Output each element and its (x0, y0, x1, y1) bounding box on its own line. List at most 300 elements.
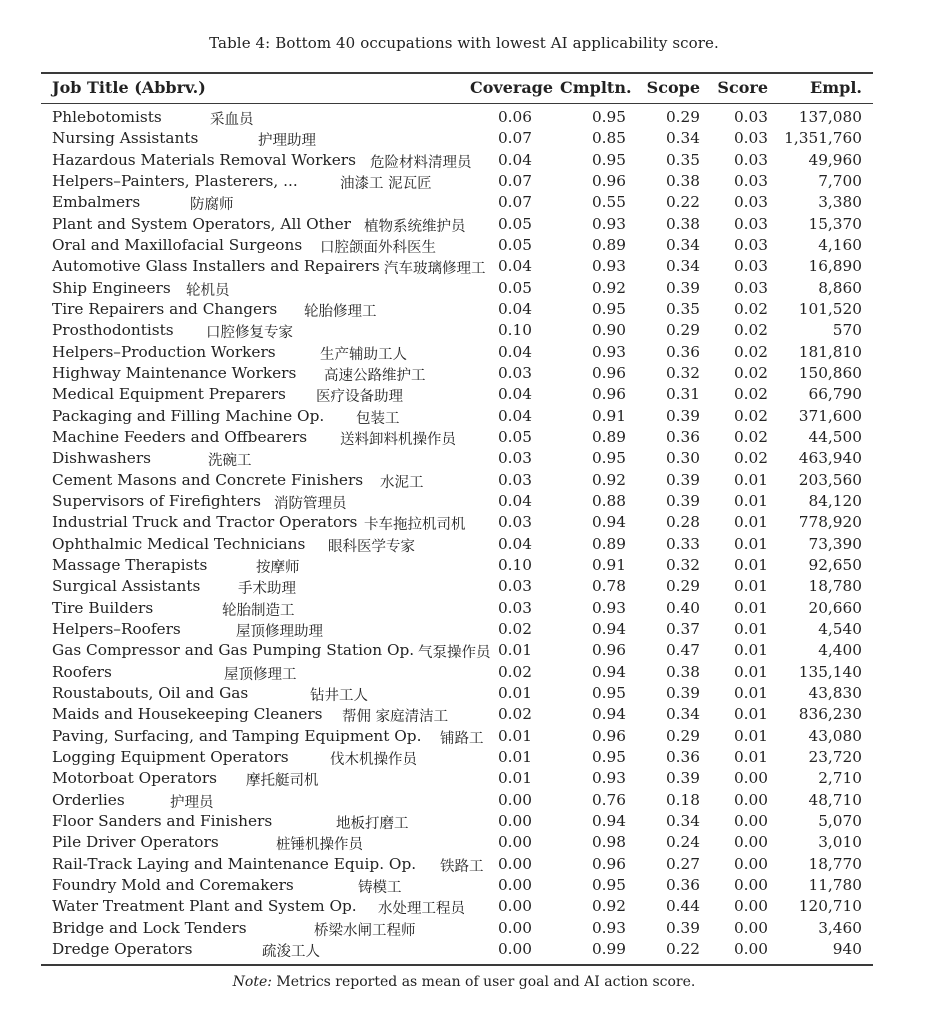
empl-value: 18,780 (808, 577, 862, 596)
score-value: 0.01 (733, 747, 768, 766)
table-row (0, 748, 928, 769)
score-value: 0.00 (733, 939, 768, 958)
job-title: Automotive Glass Installers and Repairers (52, 257, 380, 276)
empl-value: 4,400 (818, 641, 862, 660)
cmpltn-value: 0.95 (591, 875, 626, 894)
job-title-chinese: 口腔修复专家 (206, 325, 293, 342)
score-value: 0.00 (733, 854, 768, 873)
score-value: 0.01 (733, 491, 768, 510)
empl-value: 778,920 (798, 513, 862, 532)
table-header-rule (41, 103, 873, 104)
job-title-chinese: 水处理工程员 (378, 901, 465, 918)
score-value: 0.01 (733, 619, 768, 638)
table-row (0, 535, 928, 556)
job-title-chinese: 医疗设备助理 (316, 389, 403, 406)
cmpltn-value: 0.89 (591, 235, 626, 254)
scope-value: 0.31 (665, 385, 700, 404)
score-value: 0.00 (733, 833, 768, 852)
empl-value: 15,370 (808, 214, 862, 233)
table-row (0, 769, 928, 790)
score-value: 0.01 (733, 555, 768, 574)
score-value: 0.03 (733, 150, 768, 169)
scope-value: 0.34 (665, 235, 700, 254)
table-note (0, 974, 928, 990)
empl-value: 73,390 (808, 534, 862, 553)
empl-value: 11,780 (808, 875, 862, 894)
job-title: Maids and Housekeeping Cleaners (52, 705, 323, 724)
table-row (0, 855, 928, 876)
job-title: Ship Engineers (52, 278, 171, 297)
cmpltn-value: 0.85 (591, 129, 626, 148)
coverage-value: 0.00 (497, 790, 532, 809)
job-title-chinese: 送料卸料机操作员 (340, 431, 456, 448)
job-title-chinese: 屋顶修理助理 (236, 623, 323, 640)
scope-value: 0.33 (665, 534, 700, 553)
job-title: Motorboat Operators (52, 769, 218, 788)
job-title: Supervisors of Firefighters (52, 491, 261, 510)
cmpltn-value: 0.95 (591, 299, 626, 318)
cmpltn-value: 0.94 (591, 513, 626, 532)
coverage-value: 0.04 (497, 491, 532, 510)
job-title: Industrial Truck and Tractor Operators (52, 513, 358, 532)
coverage-value: 0.02 (497, 662, 532, 681)
coverage-value: 0.03 (497, 449, 532, 468)
score-value: 0.03 (733, 193, 768, 212)
coverage-value: 0.04 (497, 534, 532, 553)
score-value: 0.02 (733, 363, 768, 382)
coverage-value: 0.01 (497, 641, 532, 660)
empl-value: 150,860 (798, 363, 862, 382)
empl-value: 181,810 (798, 342, 862, 361)
coverage-value: 0.02 (497, 705, 532, 724)
scope-value: 0.34 (665, 257, 700, 276)
job-title-chinese: 伐木机操作员 (330, 751, 417, 768)
coverage-value: 0.04 (497, 150, 532, 169)
table-row (0, 151, 928, 172)
scope-value: 0.36 (665, 427, 700, 446)
empl-value: 18,770 (808, 854, 862, 873)
empl-value: 5,070 (818, 811, 862, 830)
empl-value: 16,890 (808, 257, 862, 276)
coverage-value: 0.00 (497, 811, 532, 830)
scope-value: 0.29 (665, 726, 700, 745)
job-title: Medical Equipment Preparers (52, 385, 286, 404)
cmpltn-value: 0.93 (591, 769, 626, 788)
table-row (0, 129, 928, 150)
scope-value: 0.32 (665, 555, 700, 574)
cmpltn-value: 0.96 (591, 171, 626, 190)
coverage-value: 0.05 (497, 427, 532, 446)
table-top-rule (41, 72, 873, 74)
job-title: Orderlies (52, 790, 125, 809)
job-title: Cement Masons and Concrete Finishers (52, 470, 364, 489)
job-title-chinese: 帮佣 家庭清洁工 (342, 709, 449, 726)
empl-value: 23,720 (808, 747, 862, 766)
coverage-value: 0.01 (497, 747, 532, 766)
cmpltn-value: 0.93 (591, 598, 626, 617)
score-value: 0.02 (733, 299, 768, 318)
cmpltn-value: 0.95 (591, 683, 626, 702)
scope-value: 0.29 (665, 321, 700, 340)
job-title-chinese: 护理员 (170, 794, 214, 811)
job-title-chinese: 轮胎修理工 (304, 303, 377, 320)
job-title: Water Treatment Plant and System Op. (52, 897, 357, 916)
score-value: 0.03 (733, 214, 768, 233)
score-value: 0.01 (733, 598, 768, 617)
job-title: Foundry Mold and Coremakers (52, 875, 294, 894)
score-value: 0.03 (733, 129, 768, 148)
score-value: 0.01 (733, 683, 768, 702)
job-title-chinese: 气泵操作员 (418, 645, 491, 662)
cmpltn-value: 0.99 (591, 939, 626, 958)
coverage-value: 0.07 (497, 129, 532, 148)
score-value: 0.00 (733, 875, 768, 894)
cmpltn-value: 0.93 (591, 342, 626, 361)
empl-value: 940 (832, 939, 862, 958)
coverage-value: 0.05 (497, 278, 532, 297)
table-row (0, 556, 928, 577)
cmpltn-value: 0.93 (591, 214, 626, 233)
job-title: Gas Compressor and Gas Pumping Station Op. (52, 641, 415, 660)
empl-value: 3,010 (818, 833, 862, 852)
score-value: 0.03 (733, 235, 768, 254)
score-value: 0.03 (733, 108, 768, 126)
coverage-value: 0.07 (497, 193, 532, 212)
empl-value: 3,380 (818, 193, 862, 212)
cmpltn-value: 0.96 (591, 385, 626, 404)
job-title: Plant and System Operators, All Other (52, 214, 351, 233)
job-title-chinese: 洗碗工 (208, 453, 252, 470)
job-title: Oral and Maxillofacial Surgeons (52, 235, 303, 254)
table-bottom-rule (41, 964, 873, 966)
scope-value: 0.24 (665, 833, 700, 852)
scope-value: 0.37 (665, 619, 700, 638)
scope-value: 0.39 (665, 278, 700, 297)
scope-value: 0.39 (665, 491, 700, 510)
empl-value: 836,230 (798, 705, 862, 724)
coverage-value: 0.06 (497, 108, 532, 126)
table-row (0, 321, 928, 342)
cmpltn-value: 0.95 (591, 449, 626, 468)
score-value: 0.00 (733, 918, 768, 937)
header-score: Score (717, 78, 768, 97)
empl-value: 8,860 (818, 278, 862, 297)
scope-value: 0.38 (665, 171, 700, 190)
cmpltn-value: 0.92 (591, 470, 626, 489)
job-title-chinese: 按摩师 (256, 559, 300, 576)
cmpltn-value: 0.95 (591, 108, 626, 126)
job-title-chinese: 采血员 (210, 112, 254, 128)
job-title-chinese: 水泥工 (380, 474, 424, 491)
scope-value: 0.28 (665, 513, 700, 532)
empl-value: 570 (832, 321, 862, 340)
empl-value: 463,940 (798, 449, 862, 468)
scope-value: 0.29 (665, 108, 700, 126)
job-title: Paving, Surfacing, and Tamping Equipment Op. (52, 726, 422, 745)
empl-value: 20,660 (808, 598, 862, 617)
cmpltn-value: 0.92 (591, 278, 626, 297)
job-title: Rail-Track Laying and Maintenance Equip. Op. (52, 854, 417, 873)
scope-value: 0.27 (665, 854, 700, 873)
table-row (0, 215, 928, 236)
table-row (0, 919, 928, 940)
scope-value: 0.34 (665, 129, 700, 148)
scope-value: 0.34 (665, 811, 700, 830)
job-title-chinese: 摩托艇司机 (246, 773, 319, 790)
job-title-chinese: 轮机员 (186, 282, 230, 299)
score-value: 0.02 (733, 406, 768, 425)
score-value: 0.01 (733, 513, 768, 532)
table-row (0, 108, 928, 129)
coverage-value: 0.03 (497, 577, 532, 596)
score-value: 0.02 (733, 427, 768, 446)
score-value: 0.02 (733, 449, 768, 468)
job-title: Prosthodontists (52, 321, 174, 340)
table-row (0, 876, 928, 897)
job-title-chinese: 危险材料清理员 (370, 154, 472, 171)
coverage-value: 0.00 (497, 918, 532, 937)
scope-value: 0.39 (665, 683, 700, 702)
cmpltn-value: 0.78 (591, 577, 626, 596)
scope-value: 0.36 (665, 342, 700, 361)
coverage-value: 0.03 (497, 470, 532, 489)
job-title-chinese: 护理助理 (258, 133, 316, 150)
score-value: 0.02 (733, 385, 768, 404)
empl-value: 2,710 (818, 769, 862, 788)
job-title: Hazardous Materials Removal Workers (52, 150, 356, 169)
note-text: Metrics reported as mean of user goal and AI action score. (271, 974, 696, 990)
job-title: Nursing Assistants (52, 129, 199, 148)
job-title-chinese: 铸模工 (358, 879, 402, 896)
coverage-value: 0.03 (497, 598, 532, 617)
note-label: Note: (232, 974, 272, 990)
header-coverage: Coverage (470, 78, 554, 97)
scope-value: 0.35 (665, 150, 700, 169)
job-title: Highway Maintenance Workers (52, 363, 297, 382)
job-title-chinese: 钻井工人 (310, 687, 368, 704)
coverage-value: 0.07 (497, 171, 532, 190)
cmpltn-value: 0.90 (591, 321, 626, 340)
cmpltn-value: 0.94 (591, 811, 626, 830)
coverage-value: 0.00 (497, 854, 532, 873)
coverage-value: 0.00 (497, 939, 532, 958)
job-title-chinese: 屋顶修理工 (224, 666, 297, 683)
table-row (0, 236, 928, 257)
coverage-value: 0.04 (497, 385, 532, 404)
scope-value: 0.38 (665, 662, 700, 681)
job-title: Embalmers (52, 193, 141, 212)
table-row (0, 343, 928, 364)
coverage-value: 0.04 (497, 406, 532, 425)
coverage-value: 0.04 (497, 257, 532, 276)
coverage-value: 0.10 (497, 321, 532, 340)
coverage-value: 0.02 (497, 619, 532, 638)
cmpltn-value: 0.91 (591, 406, 626, 425)
job-title: Helpers–Roofers (52, 619, 181, 638)
job-title-chinese: 眼科医学专家 (328, 538, 415, 555)
cmpltn-value: 0.98 (591, 833, 626, 852)
job-title-chinese: 口腔颌面外科医生 (320, 239, 436, 256)
empl-value: 66,790 (808, 385, 862, 404)
empl-value: 371,600 (798, 406, 862, 425)
job-title-chinese: 植物系统维护员 (364, 218, 466, 235)
job-title: Machine Feeders and Offbearers (52, 427, 308, 446)
job-title: Packaging and Filling Machine Op. (52, 406, 325, 425)
score-value: 0.00 (733, 897, 768, 916)
cmpltn-value: 0.88 (591, 491, 626, 510)
header-job-title: Job Title (Abbrv.) (52, 78, 206, 97)
table-row (0, 471, 928, 492)
coverage-value: 0.00 (497, 897, 532, 916)
empl-value: 203,560 (798, 470, 862, 489)
score-value: 0.01 (733, 726, 768, 745)
cmpltn-value: 0.91 (591, 555, 626, 574)
scope-value: 0.22 (665, 939, 700, 958)
cmpltn-value: 0.93 (591, 257, 626, 276)
scope-value: 0.35 (665, 299, 700, 318)
cmpltn-value: 0.95 (591, 150, 626, 169)
table-row (0, 663, 928, 684)
job-title: Surgical Assistants (52, 577, 201, 596)
cmpltn-value: 0.94 (591, 662, 626, 681)
table-row (0, 172, 928, 193)
cmpltn-value: 0.89 (591, 427, 626, 446)
cmpltn-value: 0.96 (591, 726, 626, 745)
scope-value: 0.30 (665, 449, 700, 468)
coverage-value: 0.01 (497, 683, 532, 702)
table-row (0, 833, 928, 854)
table-row (0, 364, 928, 385)
job-title-chinese: 桥梁水闸工程师 (314, 922, 416, 939)
scope-value: 0.18 (665, 790, 700, 809)
empl-value: 43,830 (808, 683, 862, 702)
empl-value: 101,520 (798, 299, 862, 318)
coverage-value: 0.00 (497, 833, 532, 852)
empl-value: 92,650 (808, 555, 862, 574)
cmpltn-value: 0.95 (591, 747, 626, 766)
coverage-value: 0.00 (497, 875, 532, 894)
empl-value: 135,140 (798, 662, 862, 681)
job-title-chinese: 油漆工 泥瓦匠 (340, 175, 432, 192)
coverage-value: 0.03 (497, 513, 532, 532)
job-title-chinese: 铁路工 (440, 858, 484, 875)
score-value: 0.00 (733, 790, 768, 809)
job-title-chinese: 手术助理 (238, 581, 296, 598)
job-title-chinese: 防腐师 (190, 197, 234, 214)
score-value: 0.01 (733, 705, 768, 724)
score-value: 0.02 (733, 342, 768, 361)
header-scope: Scope (646, 78, 700, 97)
score-value: 0.01 (733, 470, 768, 489)
score-value: 0.01 (733, 534, 768, 553)
empl-value: 7,700 (818, 171, 862, 190)
job-title: Floor Sanders and Finishers (52, 811, 273, 830)
score-value: 0.00 (733, 769, 768, 788)
table-row (0, 791, 928, 812)
table-row (0, 705, 928, 726)
job-title: Helpers–Production Workers (52, 342, 276, 361)
job-title-chinese: 汽车玻璃修理工 (384, 261, 486, 278)
table-row (0, 492, 928, 513)
job-title: Logging Equipment Operators (52, 747, 289, 766)
coverage-value: 0.04 (497, 299, 532, 318)
job-title-chinese: 地板打磨工 (336, 815, 409, 832)
table-caption: Table 4: Bottom 40 occupations with lowest AI applicability score. (209, 34, 719, 52)
table-row (0, 449, 928, 470)
score-value: 0.02 (733, 321, 768, 340)
table-row (0, 812, 928, 833)
job-title: Bridge and Lock Tenders (52, 918, 247, 937)
job-title-chinese: 铺路工 (440, 730, 484, 747)
table-row (0, 620, 928, 641)
job-title: Roofers (52, 662, 112, 681)
cmpltn-value: 0.92 (591, 897, 626, 916)
job-title-chinese: 桩锤机操作员 (276, 837, 363, 854)
coverage-value: 0.01 (497, 726, 532, 745)
score-value: 0.01 (733, 641, 768, 660)
empl-value: 4,540 (818, 619, 862, 638)
job-title: Roustabouts, Oil and Gas (52, 683, 249, 702)
coverage-value: 0.10 (497, 555, 532, 574)
scope-value: 0.29 (665, 577, 700, 596)
empl-value: 4,160 (818, 235, 862, 254)
table-row (0, 727, 928, 748)
scope-value: 0.39 (665, 918, 700, 937)
job-title: Tire Builders (52, 598, 154, 617)
coverage-value: 0.04 (497, 342, 532, 361)
table-row (0, 279, 928, 300)
empl-value: 48,710 (808, 790, 862, 809)
scope-value: 0.38 (665, 214, 700, 233)
score-value: 0.01 (733, 662, 768, 681)
empl-value: 44,500 (808, 427, 862, 446)
empl-value: 137,080 (798, 108, 862, 126)
job-title: Dredge Operators (52, 939, 193, 958)
scope-value: 0.36 (665, 747, 700, 766)
job-title-chinese: 疏浚工人 (262, 943, 320, 960)
cmpltn-value: 0.76 (591, 790, 626, 809)
score-value: 0.00 (733, 811, 768, 830)
table-row (0, 257, 928, 278)
cmpltn-value: 0.55 (591, 193, 626, 212)
scope-value: 0.22 (665, 193, 700, 212)
table-row (0, 407, 928, 428)
empl-value: 43,080 (808, 726, 862, 745)
table-row (0, 897, 928, 918)
table-row (0, 428, 928, 449)
empl-value: 3,460 (818, 918, 862, 937)
table-row (0, 684, 928, 705)
job-title: Phlebotomists (52, 108, 162, 126)
cmpltn-value: 0.96 (591, 363, 626, 382)
scope-value: 0.39 (665, 769, 700, 788)
table-row (0, 940, 928, 961)
coverage-value: 0.03 (497, 363, 532, 382)
job-title-chinese: 生产辅助工人 (320, 346, 407, 363)
table-row (0, 300, 928, 321)
score-value: 0.03 (733, 257, 768, 276)
scope-value: 0.40 (665, 598, 700, 617)
table-row (0, 513, 928, 534)
cmpltn-value: 0.89 (591, 534, 626, 553)
header-cmpltn: Cmpltn. (560, 78, 632, 97)
cmpltn-value: 0.96 (591, 641, 626, 660)
score-value: 0.01 (733, 577, 768, 596)
job-title: Dishwashers (52, 449, 151, 468)
score-value: 0.03 (733, 278, 768, 297)
job-title: Tire Repairers and Changers (52, 299, 278, 318)
coverage-value: 0.05 (497, 214, 532, 233)
